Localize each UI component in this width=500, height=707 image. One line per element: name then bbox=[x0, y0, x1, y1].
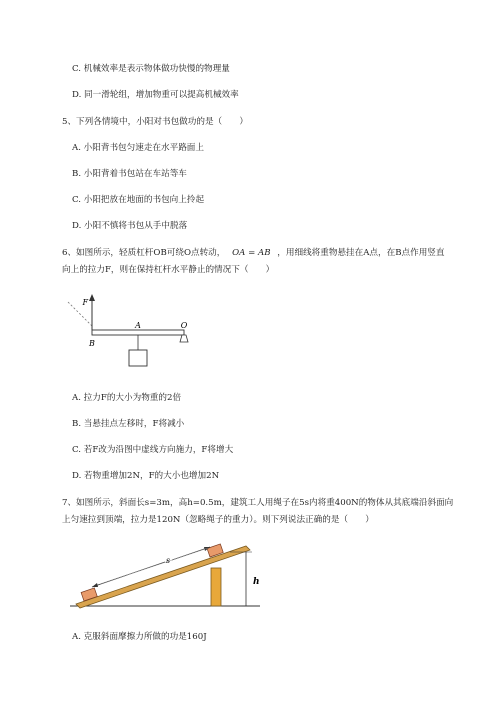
q4-option-d: D. 同一滑轮组，增加物重可以提高机械效率 bbox=[72, 90, 239, 100]
q6-stem-line1 bbox=[62, 247, 445, 259]
label-o: O bbox=[180, 321, 188, 330]
q6-stem-text-rest: ，用细线将重物悬挂在A点，在B点作用竖直 bbox=[277, 248, 445, 258]
q4-option-c: C. 机械效率是表示物体做功快慢的物理量 bbox=[72, 64, 230, 74]
q5-option-c: C. 小阳把放在地面的书包向上拎起 bbox=[72, 195, 205, 205]
q5-option-d: D. 小阳不慎将书包从手中脱落 bbox=[72, 221, 188, 231]
lever-bar bbox=[92, 330, 184, 335]
label-f: F bbox=[82, 298, 88, 307]
support-post bbox=[211, 568, 221, 606]
lever-diagram bbox=[62, 292, 202, 372]
slope-arrowhead-left bbox=[92, 583, 98, 587]
label-s: s bbox=[165, 556, 171, 565]
dashed-force-line bbox=[68, 302, 92, 326]
q7-stem-line1: 7、如图所示，斜面长s=3m，高h=0.5m，建筑工人用绳子在5s内将重400N的物体从其底端沿斜面向 bbox=[62, 498, 454, 508]
incline-plank bbox=[76, 546, 250, 608]
q5-option-b: B. 小阳背着书包站在车站等车 bbox=[72, 169, 187, 179]
q6-stem-text: 6、如图所示，轻质杠杆OB可绕O点转动， bbox=[62, 248, 226, 258]
pivot-support bbox=[180, 335, 188, 342]
hanging-weight bbox=[129, 350, 147, 366]
force-arrowhead bbox=[89, 294, 95, 301]
label-b: B bbox=[89, 339, 95, 348]
q6-option-c: C. 若F改为沿图中虚线方向施力，F将增大 bbox=[72, 445, 234, 455]
q6-option-b: B. 当悬挂点左移时，F将减小 bbox=[72, 419, 185, 429]
q6-option-d: D. 若物重增加2N，F的大小也增加2N bbox=[72, 471, 220, 481]
q7-option-a: A. 克服斜面摩擦力所做的功是160J bbox=[72, 632, 207, 642]
q7-stem-line2: 上匀速拉到顶端，拉力是120N（忽略绳子的重力）。则下列说法正确的是（ ） bbox=[62, 515, 374, 525]
label-a: A bbox=[135, 321, 141, 330]
label-h: h bbox=[253, 577, 260, 587]
incline-diagram bbox=[70, 538, 260, 614]
q6-stem-line2: 向上的拉力F，则在保持杠杆水平静止的情况下（ ） bbox=[62, 265, 275, 275]
q5-option-a: A. 小阳背书包匀速走在水平路面上 bbox=[72, 143, 204, 153]
q6-option-a: A. 拉力F的大小为物重的2倍 bbox=[72, 393, 182, 403]
q6-formula: OA = AB bbox=[232, 248, 271, 258]
q5-stem: 5、下列各情境中，小阳对书包做功的是（ ） bbox=[62, 117, 248, 127]
